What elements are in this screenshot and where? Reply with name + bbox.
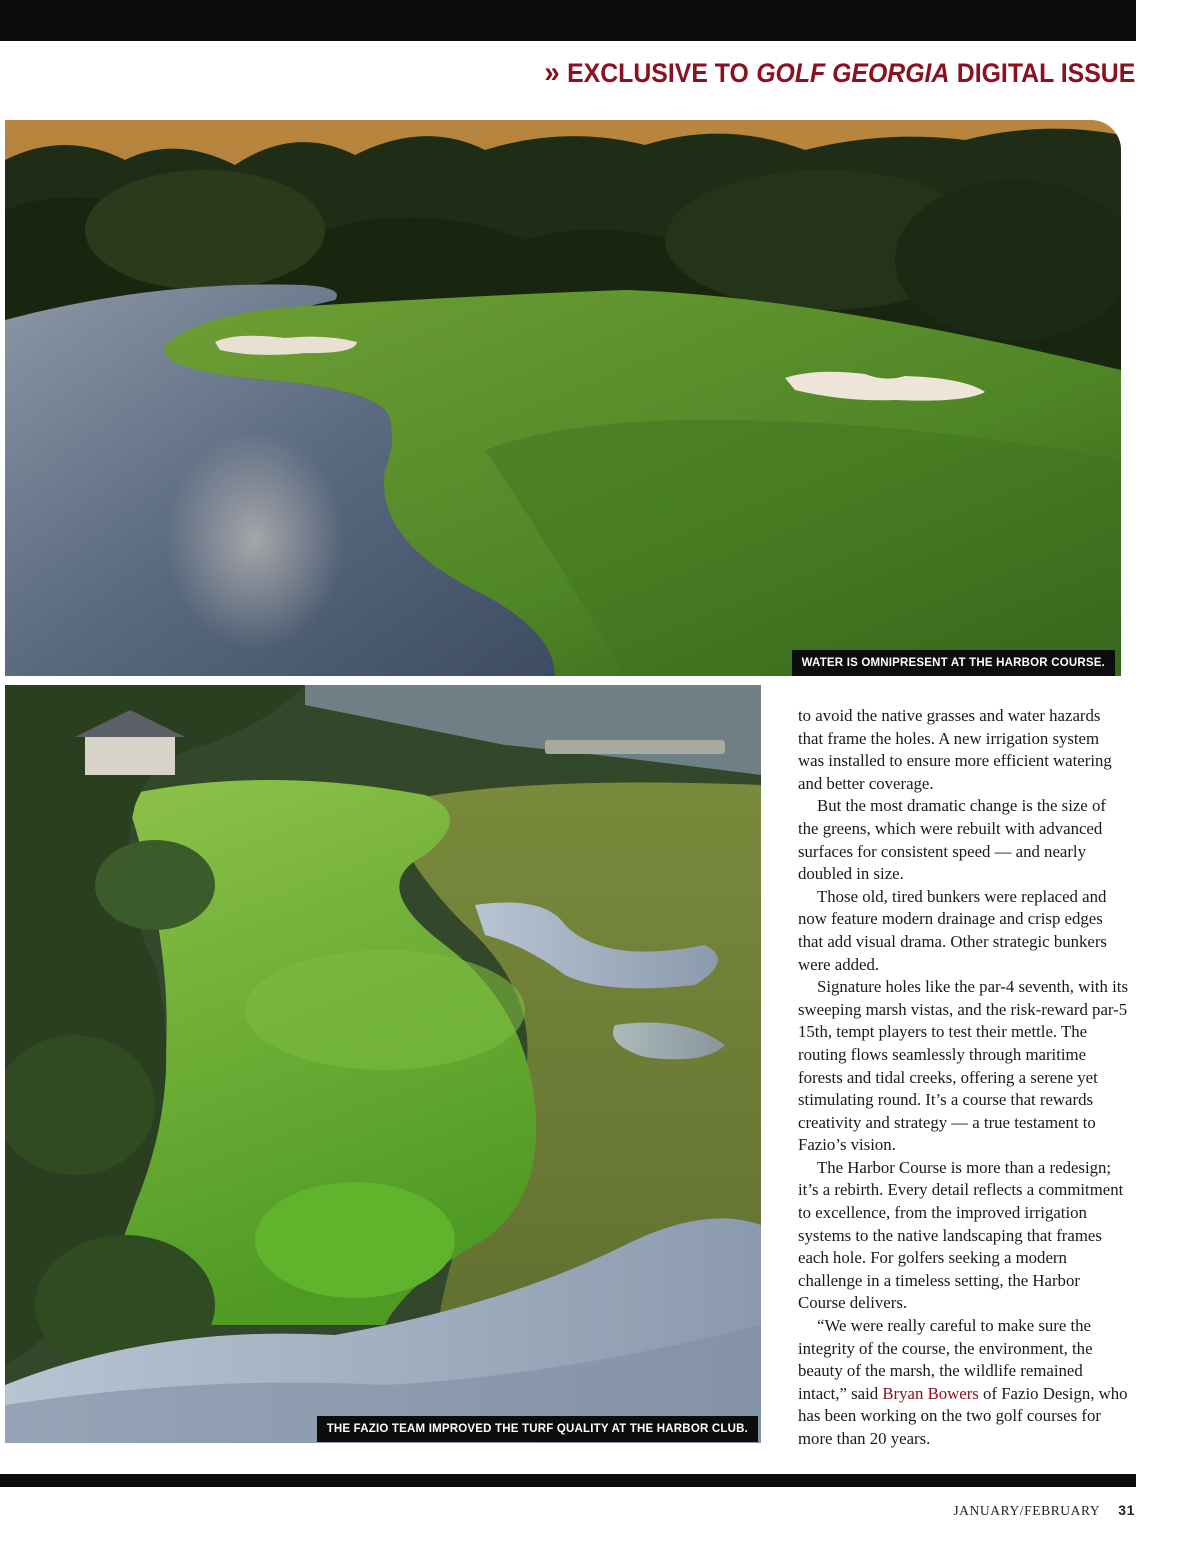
bottom-bar: [0, 1474, 1136, 1487]
article-paragraph: Those old, tired bunkers were replaced and now feature modern drainage and crisp edges that add visual drama. Other strategic bunkers were added.: [798, 886, 1107, 974]
article-paragraph: Signature holes like the par-4 seventh, with its sweeping marsh vistas, and the risk-reward par-5 15th, tempt players to test their mettle. The routing flows seamlessly through maritime forests and tidal creeks, offering a serene yet stimulating round. It’s a course that rewards creativity and strategy — a true testament to Fazio’s vision.: [798, 977, 1128, 1155]
section-kicker: [544, 56, 1135, 90]
page-number: 31: [1118, 1502, 1135, 1518]
issue-date: JANUARY/FEBRUARY: [953, 1503, 1101, 1518]
article-quote-paragraph: [798, 1315, 1128, 1451]
article-paragraph: The Harbor Course is more than a redesign; it’s a rebirth. Every detail reflects a commitment to excellence, from the improved irrigation systems to the native landscaping that frames each hole. For golfers seeking a modern challenge in a timeless setting, the Harbor Course delivers.: [798, 1157, 1124, 1313]
harbor-course-water-photo: [5, 120, 1121, 676]
bottom-photo-caption: THE FAZIO TEAM IMPROVED THE TURF QUALITY AT THE HARBOR CLUB.: [317, 1416, 758, 1442]
kicker-magazine: GOLF GEORGIA: [755, 57, 950, 88]
double-chevron-icon: »: [544, 56, 554, 89]
quote-text-before: “We were really careful to make sure the integrity of the course, the environment, the beauty of the marsh, the wildlife remained intact,” said: [798, 1316, 1093, 1403]
quote-text-after: of Fazio Design, who has been working on the two golf courses for more than 20 years.: [798, 1383, 1128, 1448]
harbor-club-aerial-photo: [5, 685, 761, 1443]
page-footer: [953, 1502, 1135, 1519]
article-body: [798, 705, 1128, 1451]
person-link[interactable]: Bryan Bowers: [882, 1383, 979, 1403]
top-photo-caption: WATER IS OMNIPRESENT AT THE HARBOR COURSE.: [792, 650, 1115, 676]
top-bar: [0, 0, 1136, 41]
kicker-prefix: EXCLUSIVE TO: [566, 57, 749, 88]
article-paragraph: But the most dramatic change is the size of the greens, which were rebuilt with advanced surfaces for consistent speed — and nearly doubled in size.: [798, 796, 1106, 884]
article-paragraph: to avoid the native grasses and water hazards that frame the holes. A new irrigation system was installed to ensure more efficient watering and better coverage.: [798, 706, 1112, 793]
kicker-suffix: DIGITAL ISSUE: [956, 57, 1135, 88]
